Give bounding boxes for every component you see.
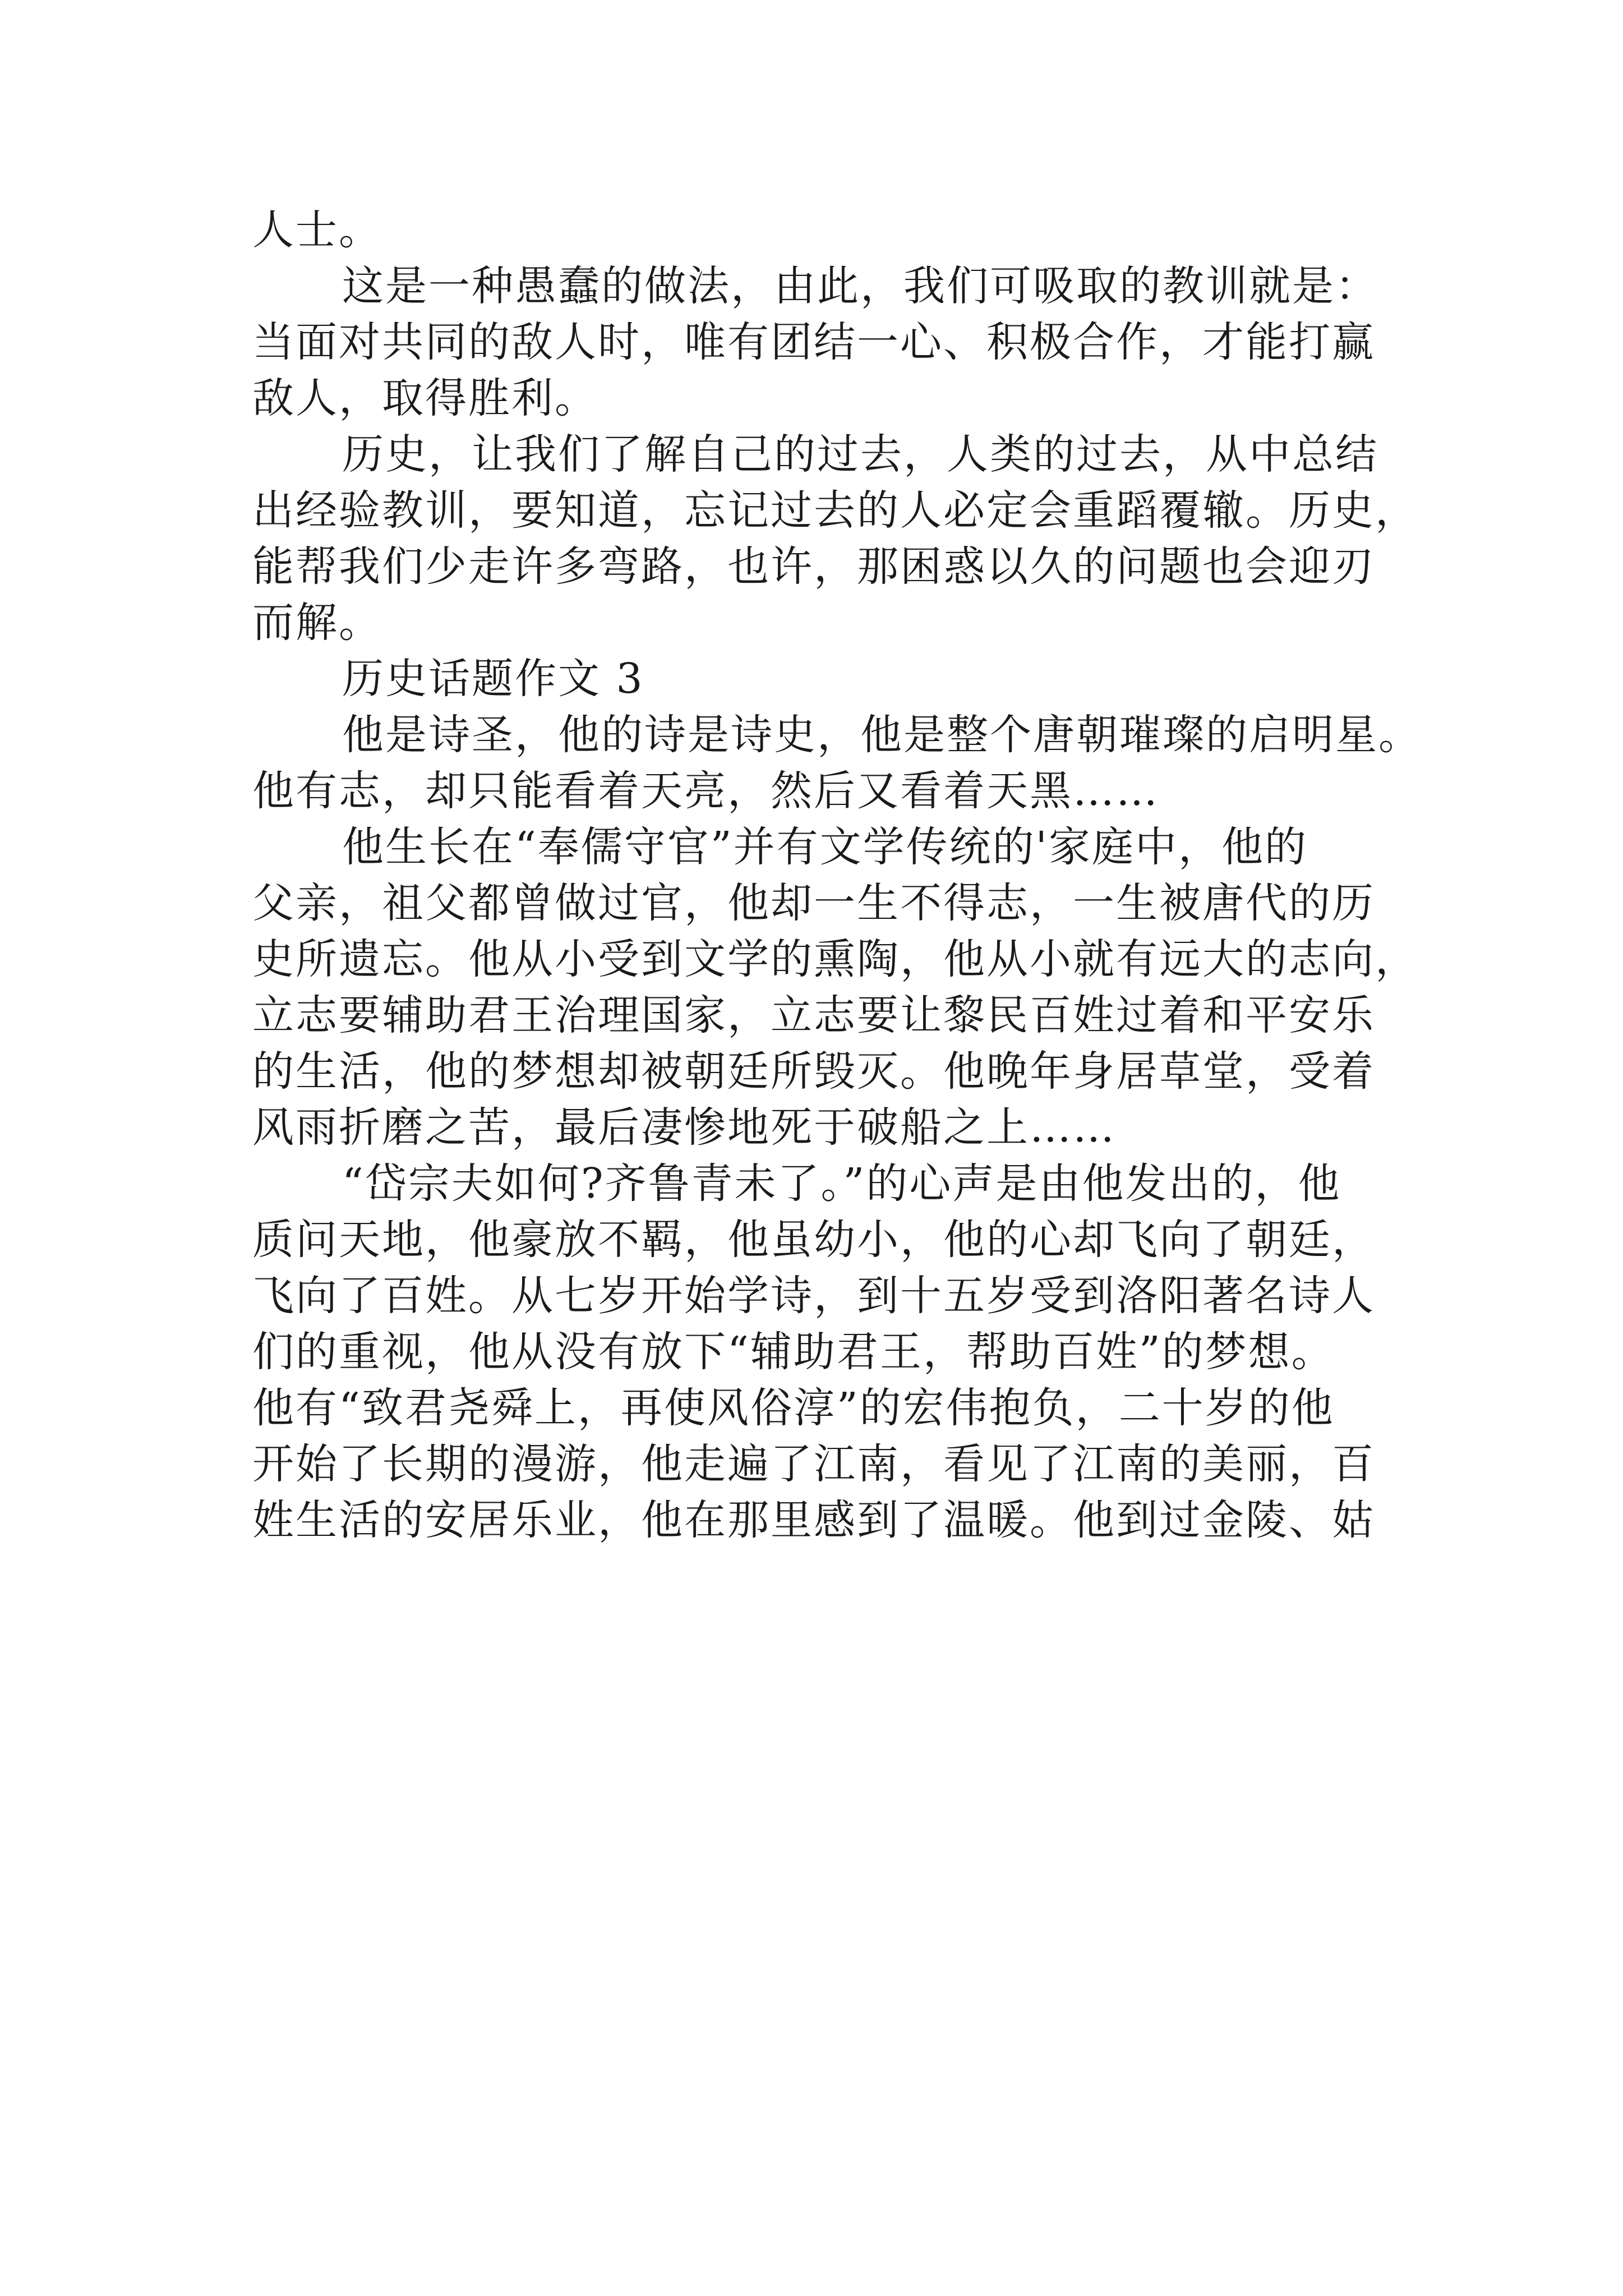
text-line: 敌人，取得胜利。 [252, 374, 598, 422]
text-line: 开始了长期的漫游，他走遍了江南，看见了江南的美丽，百 [252, 1440, 1375, 1488]
text-line: 飞向了百姓。从七岁开始学诗，到十五岁受到洛阳著名诗人 [252, 1272, 1375, 1320]
text-line: 立志要辅助君王治理国家，立志要让黎民百姓过着和平安乐 [252, 991, 1375, 1039]
text-line: 的生活，他的梦想却被朝廷所毁灭。他晚年身居草堂，受着 [252, 1047, 1375, 1096]
paragraph-first-line: 他是诗圣，他的诗是诗史，他是整个唐朝璀璨的启明星。 [342, 711, 1422, 759]
section-heading: 历史话题作文 3 [342, 655, 644, 703]
text-line: 能帮我们少走许多弯路，也许，那困惑以久的问题也会迎刃 [252, 542, 1375, 591]
text-line: 风雨折磨之苦，最后凄惨地死于破船之上…… [252, 1103, 1116, 1152]
paragraph-first-line: “岱宗夫如何?齐鲁青未了。”的心声是由他发出的，他 [342, 1159, 1341, 1208]
text-line: 而解。 [252, 599, 382, 647]
text-line: 他有志，却只能看着天亮，然后又看着天黑…… [252, 767, 1159, 815]
text-line: 们的重视，他从没有放下“辅助君王，帮助百姓”的梦想。 [252, 1328, 1335, 1376]
text-line: 史所遗忘。他从小受到文学的熏陶，他从小就有远大的志向， [252, 935, 1418, 983]
text-line: 当面对共同的敌人时，唯有团结一心、积极合作，才能打赢 [252, 318, 1375, 366]
body-text [252, 202, 1422, 1548]
paragraph-first-line: 这是一种愚蠢的做法，由此，我们可吸取的教训就是： [342, 262, 1378, 310]
text-line: 出经验教训，要知道，忘记过去的人必定会重蹈覆辙。历史， [252, 486, 1418, 535]
text-line: 人士。 [252, 206, 382, 254]
text-line: 父亲，祖父都曾做过官，他却一生不得志，一生被唐代的历 [252, 879, 1375, 927]
paragraph-first-line: 他生长在“奉儒守官”并有文学传统的'家庭中，他的 [342, 823, 1308, 871]
text-line: 质问天地，他豪放不羁，他虽幼小，他的心却飞向了朝廷， [252, 1216, 1375, 1264]
text-line: 姓生活的安居乐业，他在那里感到了温暖。他到过金陵、姑 [252, 1496, 1375, 1544]
text-line: 他有“致君尧舜上，再使风俗淳”的宏伟抱负，二十岁的他 [252, 1384, 1335, 1432]
paragraph-first-line: 历史，让我们了解自己的过去，人类的过去，从中总结 [342, 430, 1378, 478]
